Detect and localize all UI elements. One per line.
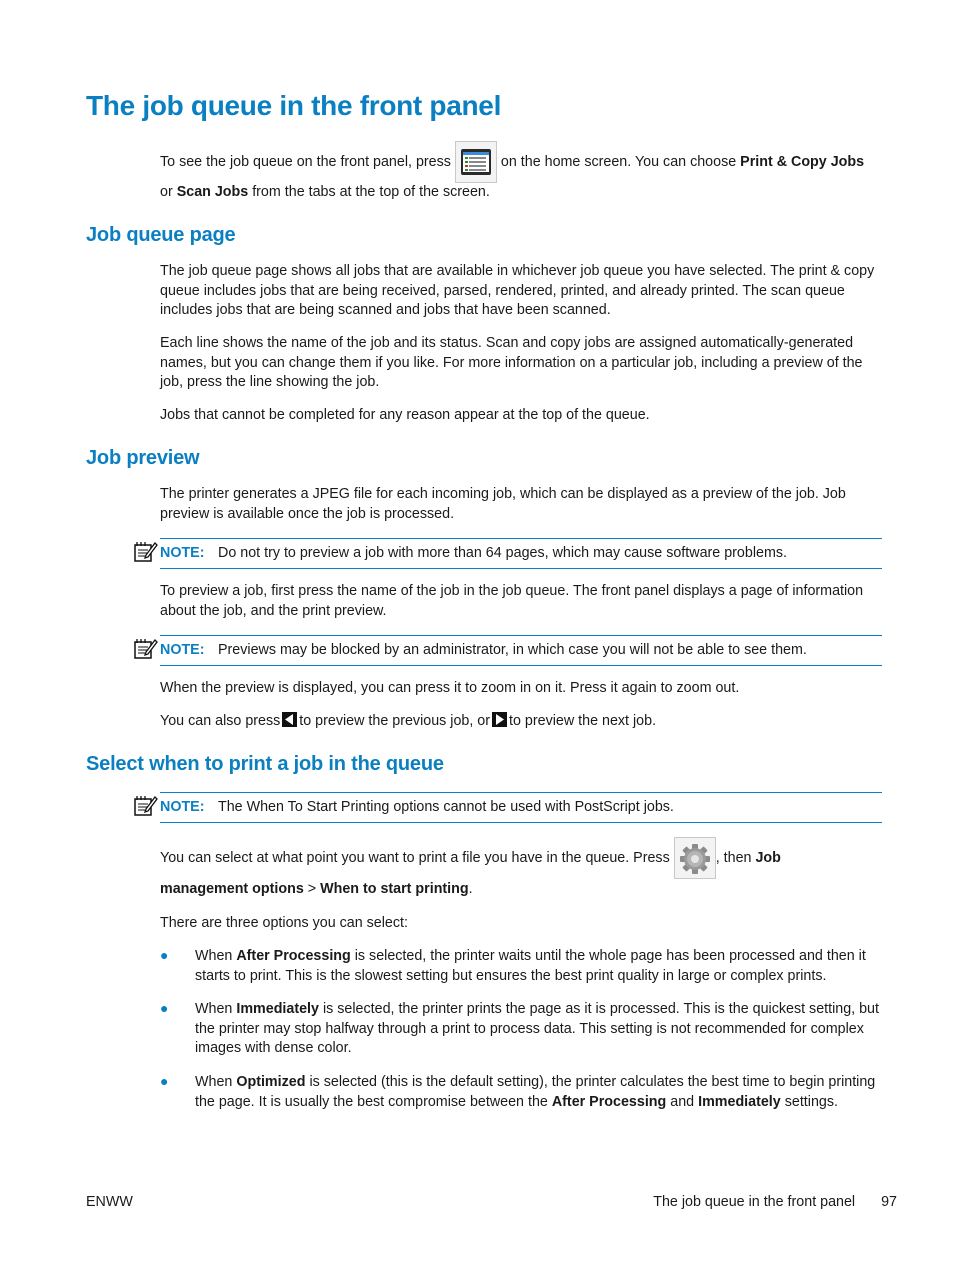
bullet-icon: ●	[160, 1000, 169, 1016]
preview-paragraph-3: When the preview is displayed, you can press it to zoom in on it. Press it again to zoom out.	[160, 680, 740, 696]
note-text: The When To Start Printing options cannot be used with PostScript jobs.	[218, 799, 674, 815]
queue-page-paragraph-3: Jobs that cannot be completed for any reason appear at the top of the queue.	[160, 407, 650, 423]
intro-paragraph: To see the job queue on the front panel, press on the home screen. You can choose Print & Copy Jobs	[160, 141, 882, 183]
note-label: NOTE:	[160, 799, 205, 815]
page-number: 97	[881, 1194, 897, 1210]
note-icon	[134, 541, 158, 563]
note-text: Do not try to preview a job with more than 64 pages, which may cause software problems.	[218, 545, 787, 561]
bullet-icon: ●	[160, 947, 169, 963]
note-box	[160, 538, 882, 569]
note-label: NOTE:	[160, 545, 205, 561]
queue-page-paragraph-1: The job queue page shows all jobs that are available in whichever job queue you have selected. The print & copy queue includes jobs that are being received, parsed, rendered, printed, and already printed. The scan queue includes jobs that are being scanned and jobs that have been scanned.	[160, 263, 875, 318]
job-queue-icon	[455, 141, 497, 183]
note-text: Previews may be blocked by an administrator, in which case you will not be able to see them.	[218, 642, 807, 658]
next-arrow-icon	[492, 712, 507, 727]
settings-gear-icon	[674, 837, 716, 879]
preview-paragraph-1: The printer generates a JPEG file for each incoming job, which can be displayed as a preview of the job. Job preview is available once the job is processed.	[160, 486, 846, 522]
when-print-paragraph-1-cont: management options > When to start printing.	[160, 881, 473, 897]
queue-page-paragraph-2: Each line shows the name of the job and its status. Scan and copy jobs are assigned automatically-generated names, but you can change them if you like. For more information on a particular job, including a preview of the job, press the line showing the job.	[160, 335, 863, 390]
preview-paragraph-4: You can also press to preview the previous job, or to preview the next job.	[160, 713, 657, 729]
heading-job-queue-page: Job queue page	[86, 224, 236, 246]
note-icon	[134, 638, 158, 660]
note-box	[160, 792, 882, 823]
when-print-paragraph-1: You can select at what point you want to print a file you have in the queue. Press , then Job	[160, 837, 882, 879]
footer-right	[653, 1194, 897, 1210]
previous-arrow-icon	[282, 712, 297, 727]
footer-left: ENWW	[86, 1194, 133, 1210]
bullet-icon: ●	[160, 1073, 169, 1089]
when-print-paragraph-2: There are three options you can select:	[160, 915, 408, 931]
preview-paragraph-2: To preview a job, first press the name of the job in the job queue. The front panel displays a page of information about the job, and the print preview.	[160, 583, 864, 619]
footer-section: The job queue in the front panel	[653, 1194, 856, 1210]
intro-paragraph-cont: or Scan Jobs from the tabs at the top of the screen.	[160, 184, 490, 200]
page-title: The job queue in the front panel	[86, 90, 502, 121]
note-icon	[134, 795, 158, 817]
note-label: NOTE:	[160, 642, 205, 658]
heading-job-preview: Job preview	[86, 447, 200, 469]
note-box	[160, 635, 882, 666]
heading-select-when-to-print: Select when to print a job in the queue	[86, 753, 444, 775]
